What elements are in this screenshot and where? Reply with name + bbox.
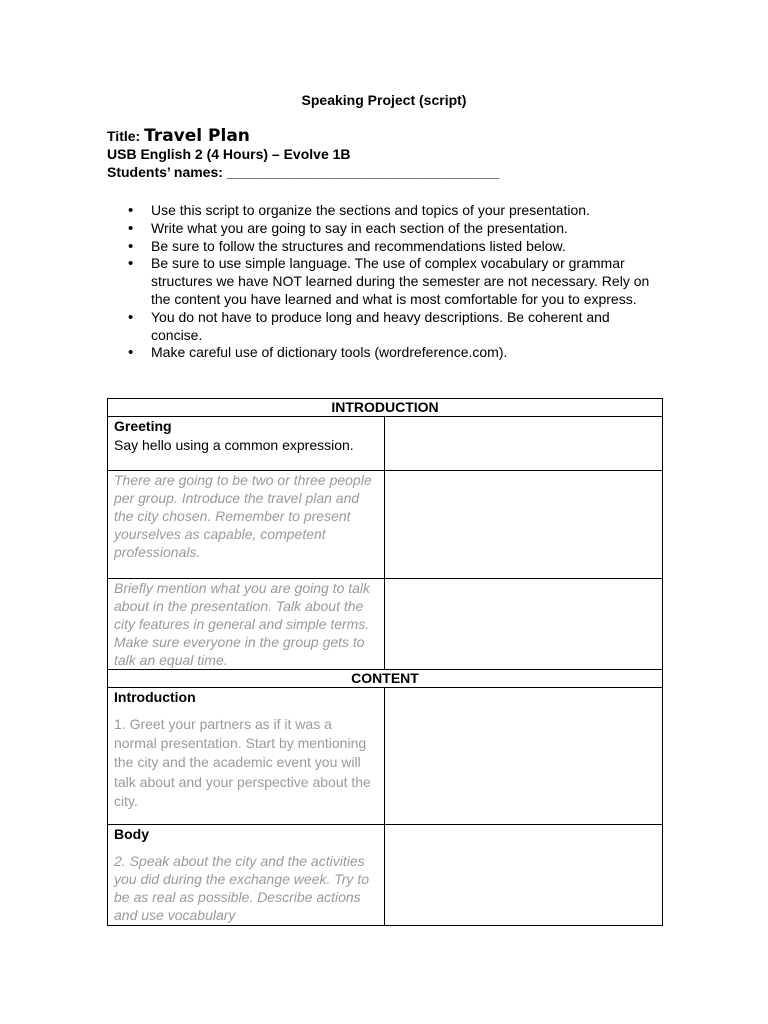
- students-names-line: Students’ names: ___________________________________: [107, 164, 500, 180]
- body-answer-cell[interactable]: [385, 825, 663, 926]
- intro-guidance-text-2: Briefly mention what you are going to talk about in the presentation. Talk about the city features in general and simple terms. Make sure everyone in the group gets to talk an equal time.: [114, 580, 371, 668]
- document-header: [107, 127, 499, 181]
- intro-guidance-cell-2: [108, 579, 385, 670]
- introduction-section-header: INTRODUCTION: [108, 399, 663, 417]
- title-value: Travel Plan: [144, 126, 250, 146]
- script-table: [107, 398, 663, 926]
- greeting-cell: [108, 417, 385, 471]
- title-label: Title:: [107, 128, 141, 144]
- instructions-list: [128, 202, 658, 362]
- intro-answer-cell-1[interactable]: [385, 471, 663, 579]
- content-intro-text: 1. Greet your partners as if it was a normal presentation. Start by mentioning the city and the academic event you will talk about and your perspective about the city.: [114, 716, 371, 809]
- body-title: Body: [114, 826, 149, 842]
- instruction-item: • Make careful use of dictionary tools (wordreference.com).: [128, 344, 658, 362]
- body-cell: [108, 825, 385, 926]
- content-intro-answer-cell[interactable]: [385, 688, 663, 825]
- instruction-item: • You do not have to produce long and heavy descriptions. Be coherent and concise.: [128, 309, 658, 345]
- content-intro-title: Introduction: [114, 689, 196, 705]
- greeting-answer-cell[interactable]: [385, 417, 663, 471]
- greeting-title: Greeting: [114, 418, 172, 434]
- course-line: USB English 2 (4 Hours) – Evolve 1B: [107, 146, 351, 162]
- instruction-item: • Write what you are going to say in each section of the presentation.: [128, 220, 658, 238]
- content-section-header: CONTENT: [108, 670, 663, 688]
- instruction-item: • Be sure to follow the structures and recommendations listed below.: [128, 238, 658, 256]
- intro-answer-cell-2[interactable]: [385, 579, 663, 670]
- intro-guidance-text-1: There are going to be two or three people per group. Introduce the travel plan and the city chosen. Remember to present yourselves as capable, competent professionals.: [114, 472, 372, 560]
- instruction-item: • Be sure to use simple language. The use of complex vocabulary or grammar structures we have NOT learned during the semester are not necessary. Rely on the content you have learned and what is most comfortable for you to express.: [128, 255, 658, 308]
- title-line: [107, 127, 499, 145]
- greeting-text: Say hello using a common expression.: [114, 437, 354, 453]
- document-heading: Speaking Project (script): [301, 92, 467, 108]
- instruction-item: • Use this script to organize the sections and topics of your presentation.: [128, 202, 658, 220]
- intro-guidance-cell-1: [108, 471, 385, 579]
- content-intro-cell: [108, 688, 385, 825]
- body-text: 2. Speak about the city and the activities you did during the exchange week. Try to be as real as possible. Describe actions and use vocabulary: [114, 853, 370, 923]
